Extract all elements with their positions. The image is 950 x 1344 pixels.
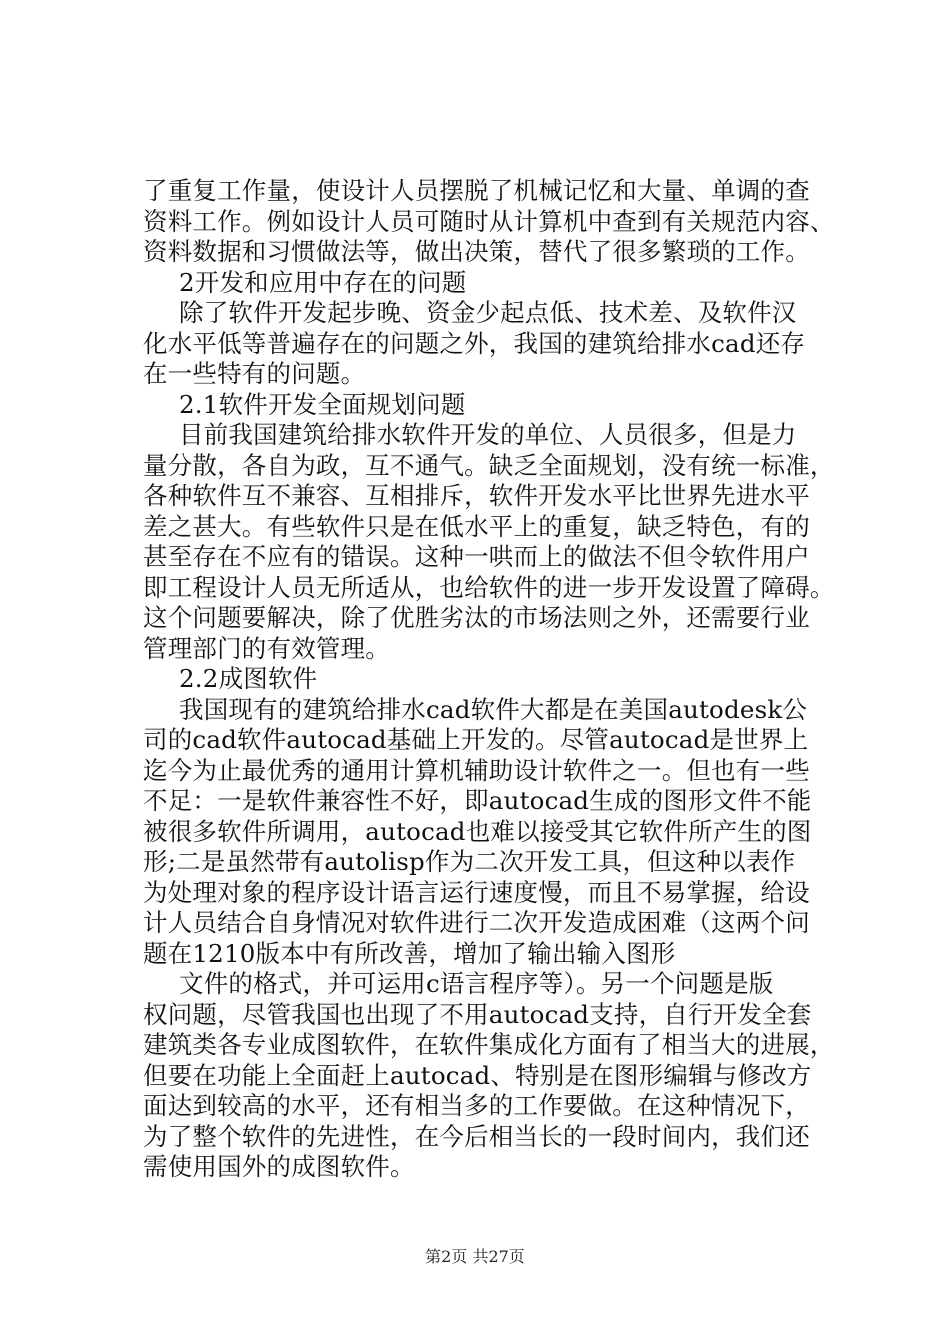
text-line: 各种软件互不兼容、互相排斥，软件开发水平比世界先进水平 [143, 481, 810, 510]
text-line: 但要在功能上全面赶上autocad、特别是在图形编辑与修改方 [143, 1060, 812, 1090]
subsection-heading: 2.2成图软件 [179, 664, 318, 693]
text-line: 权问题，尽管我国也出现了不用autocad支持，自行开发全套 [143, 999, 812, 1029]
text-line: 了重复工作量，使设计人员摆脱了机械记忆和大量、单调的查 [143, 176, 810, 205]
paragraph-start: 文件的格式，并可运用c语言程序等）。另一个问题是版 [179, 969, 774, 998]
text-line: 司的cad软件autocad基础上开发的。尽管autocad是世界上 [143, 725, 809, 754]
text-line: 差之甚大。有些软件只是在低水平上的重复，缺乏特色，有的 [143, 511, 810, 541]
text-line: 即工程设计人员无所适从，也给软件的进一步开发设置了障碍。 [143, 572, 835, 602]
text-line: 化水平低等普遍存在的问题之外，我国的建筑给排水cad还存 [143, 328, 806, 358]
text-line: 为处理对象的程序设计语言运行速度慢，而且不易掌握，给设 [143, 877, 810, 907]
document-body [143, 176, 843, 1183]
text-line: 需使用国外的成图软件。 [143, 1152, 415, 1181]
paragraph-start: 目前我国建筑给排水软件开发的单位、人员很多，但是力 [179, 420, 797, 449]
text-line: 不足：一是软件兼容性不好，即autocad生成的图形文件不能 [143, 786, 812, 815]
subsection-heading: 2.1软件开发全面规划问题 [179, 389, 466, 419]
text-line: 资料数据和习惯做法等，做出决策，替代了很多繁琐的工作。 [143, 237, 810, 266]
text-line: 管理部门的有效管理。 [143, 633, 390, 663]
text-line: 资料工作。例如设计人员可随时从计算机中查到有关规范内容、 [143, 206, 835, 236]
text-line: 这个问题要解决，除了优胜劣汰的市场法则之外，还需要行业 [143, 603, 810, 632]
text-line: 在一些特有的问题。 [143, 359, 366, 388]
text-line: 甚至存在不应有的错误。这种一哄而上的做法不但令软件用户 [143, 542, 810, 571]
text-line: 题在1210版本中有所改善，增加了输出输入图形 [143, 938, 676, 968]
text-line: 形;二是虽然带有autolisp作为二次开发工具，但这种以表作 [143, 847, 796, 876]
paragraph-start: 除了软件开发起步晚、资金少起点低、技术差、及软件汉 [179, 298, 797, 327]
page-number-footer: 第2页 共27页 [425, 1247, 525, 1266]
text-line: 为了整个软件的先进性，在今后相当长的一段时间内，我们还 [143, 1121, 810, 1151]
section-heading: 2开发和应用中存在的问题 [179, 267, 467, 297]
text-line: 面达到较高的水平，还有相当多的工作要做。在这种情况下， [143, 1091, 810, 1120]
text-line: 迄今为止最优秀的通用计算机辅助设计软件之一。但也有一些 [143, 755, 810, 785]
paragraph-start: 我国现有的建筑给排水cad软件大都是在美国autodesk公 [179, 694, 808, 724]
text-line: 量分散，各自为政，互不通气。缺乏全面规划，没有统一标准， [143, 450, 835, 480]
text-line: 建筑类各专业成图软件，在软件集成化方面有了相当大的进展， [143, 1030, 835, 1059]
text-line: 被很多软件所调用，autocad也难以接受其它软件所产生的图 [143, 816, 812, 846]
text-line: 计人员结合自身情况对软件进行二次开发造成困难（这两个问 [143, 908, 810, 937]
